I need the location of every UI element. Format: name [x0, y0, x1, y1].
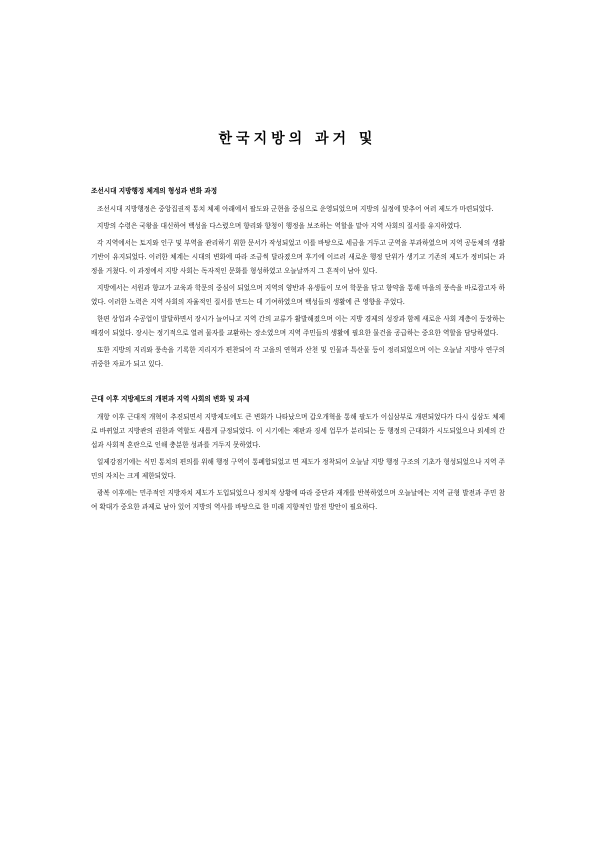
section-2-heading: 근대 이후 지방제도의 개편과 지역 사회의 변화 및 과제: [91, 395, 250, 403]
section-1-paragraph: 지방의 수령은 국왕을 대신하여 백성을 다스렸으며 향리와 향청이 행정을 보조하는 역할을 맡아 지역 사회의 질서를 유지하였다.: [97, 222, 462, 230]
section-1-paragraph: 또한 지방의 지리와 풍속을 기록한 지리지가 편찬되어 각 고을의 연혁과 산천 및 인물과 특산물 등이 정리되었으며 이는 오늘날 지방사 연구의 귀중한 자료가 되고 있다.: [91, 346, 505, 368]
document-title: 한국지방의 과거 및: [218, 131, 377, 147]
section-1-paragraph: 한편 상업과 수공업이 발달하면서 장시가 늘어나고 지역 간의 교류가 활발해졌으며 이는 지방 경제의 성장과 함께 새로운 사회 계층이 등장하는 배경이 되었다. 장시는 정기적으로 열려 물자를 교환하는 장소였으며 지역 주민들의 생활에 필요한 물건을 공급하는 중요한 역할을 담당하였다.: [91, 315, 505, 337]
section-2-paragraph: 개항 이후 근대적 개혁이 추진되면서 지방제도에도 큰 변화가 나타났으며 갑오개혁을 통해 팔도가 이십삼부로 개편되었다가 다시 십삼도 체제로 바뀌었고 지방관의 권한과 역할도 새롭게 규정되었다. 이 시기에는 재판과 징세 업무가 분리되는 등 행정의 근대화가 시도되었으나 외세의 간섭과 사회적 혼란으로 인해 충분한 성과를 거두지 못하였다.: [91, 413, 505, 449]
section-2-paragraph: 일제강점기에는 식민 통치의 편의를 위해 행정 구역이 통폐합되었고 면 제도가 정착되어 오늘날 지방 행정 구조의 기초가 형성되었으나 지역 주민의 자치는 크게 제한되었다.: [91, 458, 505, 480]
section-1-paragraph: 지방에서는 서원과 향교가 교육과 학문의 중심이 되었으며 지역의 양반과 유생들이 모여 학문을 닦고 향약을 통해 마을의 풍속을 바로잡고자 하였다. 이러한 노력은 지역 사회의 자율적인 질서를 만드는 데 기여하였으며 백성들의 생활에 큰 영향을 주었다.: [91, 284, 505, 306]
section-1-heading: 조선시대 지방행정 체계의 형성과 변화 과정: [91, 187, 218, 195]
section-2-paragraph: 광복 이후에는 민주적인 지방자치 제도가 도입되었으나 정치적 상황에 따라 중단과 재개를 반복하였으며 오늘날에는 지역 균형 발전과 주민 참여 확대가 중요한 과제로 남아 있어 지방의 역사를 바탕으로 한 미래 지향적인 발전 방안이 필요하다.: [91, 489, 505, 511]
section-1-paragraph: 조선시대 지방행정은 중앙집권적 통치 체제 아래에서 팔도와 군현을 중심으로 운영되었으며 지방의 실정에 맞추어 여러 제도가 마련되었다.: [97, 205, 494, 213]
document-body: [91, 184, 505, 517]
section-1-paragraph: 각 지역에서는 토지와 인구 및 부역을 관리하기 위한 문서가 작성되었고 이를 바탕으로 세금을 거두고 군역을 부과하였으며 지역 공동체의 생활 기반이 유지되었다. 이러한 체계는 시대의 변화에 따라 조금씩 달라졌으며 후기에 이르러 새로운 행정 단위가 생기고 기존의 제도가 정비되는 과정을 거쳤다. 이 과정에서 지방 사회는 독자적인 문화를 형성하였고 오늘날까지 그 흔적이 남아 있다.: [91, 239, 505, 275]
section-spacer: [91, 374, 505, 392]
